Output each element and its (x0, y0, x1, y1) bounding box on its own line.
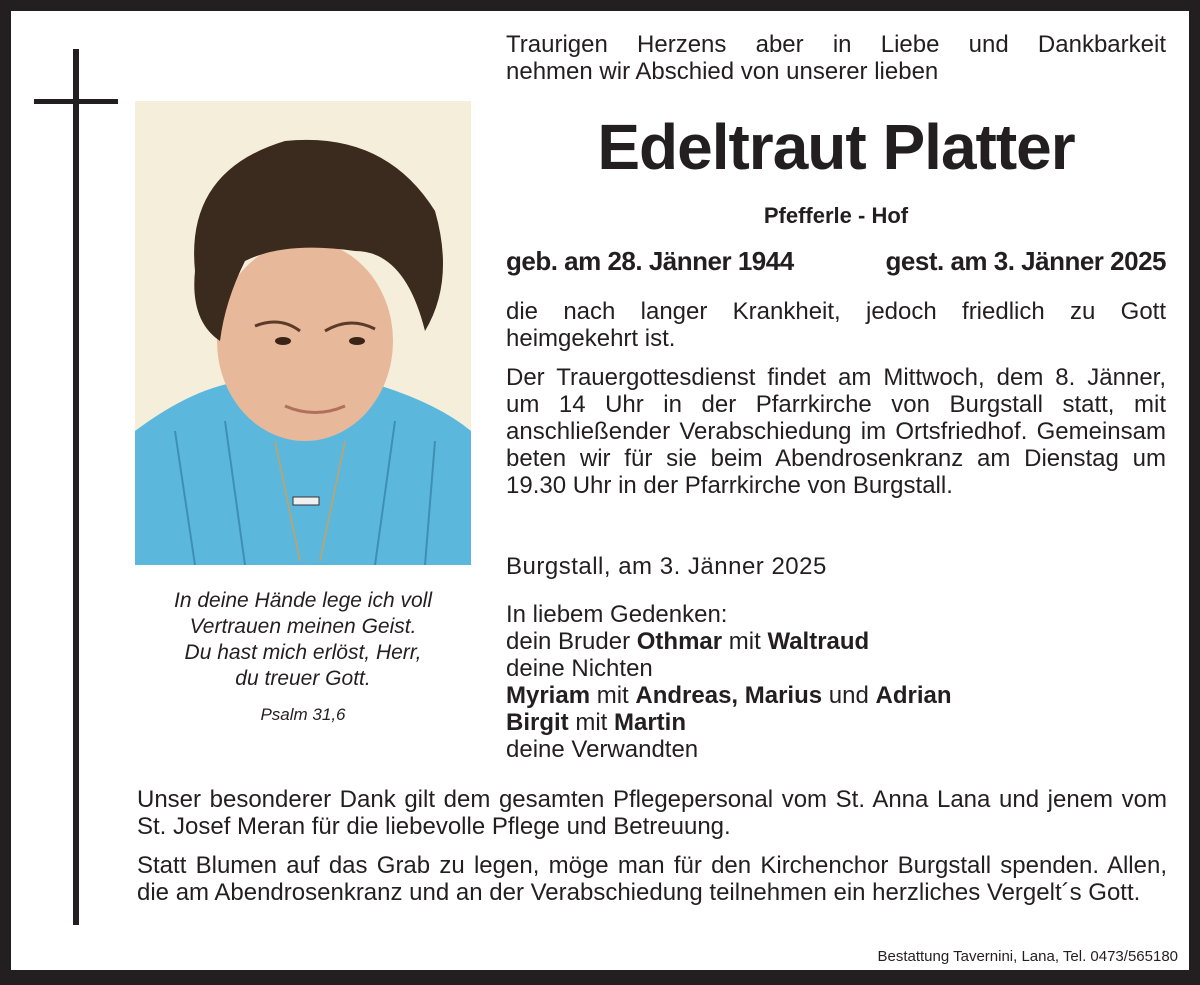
passing-text: die nach langer Krankheit, jedoch friedlich zu Gott heimgekehrt ist. (506, 298, 1166, 352)
family-name: Myriam (506, 682, 591, 709)
intro-text (506, 31, 1166, 85)
cross-icon-horizontal (34, 99, 118, 104)
family-heading: In liebem Gedenken: (506, 601, 728, 628)
family-name: Martin (614, 709, 686, 736)
life-dates (506, 246, 1166, 277)
intro-line-1: Traurigen Herzens aber in Liebe und Dankbarkeit (506, 31, 1166, 58)
quote-line: In deine Hände lege ich voll (173, 589, 432, 612)
family-name: Birgit (506, 709, 569, 736)
cross-icon-vertical (73, 49, 79, 925)
quote-source: Psalm 31,6 (260, 705, 346, 724)
connector-text: und (822, 682, 876, 709)
connector-text: mit (722, 628, 768, 655)
quote-line: Du hast mich erlöst, Herr, (184, 641, 422, 664)
thanks-text: Unser besonderer Dank gilt dem gesamten Pflegepersonal vom St. Anna Lana und jenem vom St. Josef Meran für die liebevolle Pflege und Betreuung. (137, 786, 1167, 840)
family-line: deine Nichten (506, 655, 653, 682)
connector-text: mit (590, 682, 636, 709)
bible-quote (135, 588, 471, 692)
quote-line: Vertrauen meinen Geist. (189, 615, 417, 638)
family-line (506, 682, 1166, 709)
intro-line-2: nehmen wir Abschied von unserer lieben (506, 58, 939, 85)
family-line (506, 709, 1166, 736)
family-name: Adrian (875, 682, 952, 709)
donation-text: Statt Blumen auf das Grab zu legen, möge man für den Kirchenchor Burgstall spenden. Allen, die am Abendrosenkranz und an der Verabschiedung teilnehmen ein herzliches Vergelt´s Gott. (137, 852, 1167, 906)
relation-text: dein Bruder (506, 628, 637, 655)
portrait-image (135, 101, 471, 565)
family-name: Andreas, Marius (635, 682, 823, 709)
service-text: Der Trauergottesdienst findet am Mittwoch, dem 8. Jänner, um 14 Uhr in der Pfarrkirche von Burgstall statt, mit anschließender Verabschiedung im Ortsfriedhof. Gemeinsam beten wir für sie beim Abendrosenkranz am Dienstag um 19.30 Uhr in der Pfarrkirche von Burgstall. (506, 364, 1166, 499)
death-date: gest. am 3. Jänner 2025 (885, 246, 1166, 276)
family-list (506, 601, 1166, 763)
family-name: Waltraud (767, 628, 870, 655)
undertaker-info: Bestattung Tavernini, Lana, Tel. 0473/565180 (877, 948, 1178, 965)
deceased-name: Edeltraut Platter (597, 111, 1075, 183)
connector-text: mit (568, 709, 614, 736)
portrait-photo (135, 101, 471, 565)
family-line: deine Verwandten (506, 736, 699, 763)
quote-line: du treuer Gott. (235, 667, 371, 690)
birth-date: geb. am 28. Jänner 1944 (506, 246, 794, 276)
farm-name: Pfefferle - Hof (763, 203, 909, 228)
family-name: Othmar (636, 628, 723, 655)
family-line (506, 628, 1166, 655)
place-date: Burgstall, am 3. Jänner 2025 (506, 553, 827, 580)
